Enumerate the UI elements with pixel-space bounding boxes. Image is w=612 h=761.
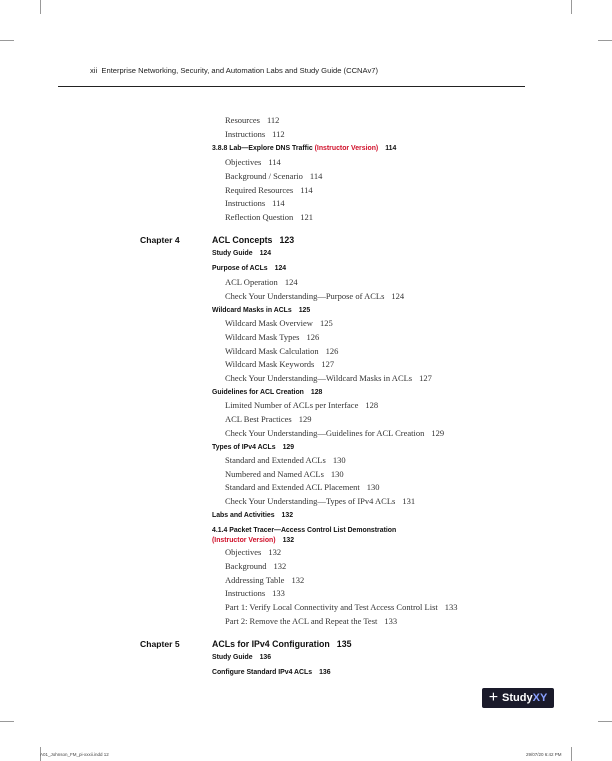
toc-entry xyxy=(225,602,458,612)
entry-title: Reflection Question xyxy=(225,212,294,222)
entry-page: 125 xyxy=(319,318,333,328)
entry-title: Check Your Understanding—Types of IPv4 ACLs xyxy=(225,496,396,506)
footer-file-slug: A01_Johnson_FM_pi-xxxii.indd 12 xyxy=(40,752,109,757)
entry-page: 126 xyxy=(306,332,320,342)
toc-entry xyxy=(225,332,319,342)
toc-entry xyxy=(225,616,397,626)
running-header xyxy=(90,66,378,75)
toc-entry xyxy=(225,171,322,181)
section-title: Labs and Activities xyxy=(212,512,275,519)
toc-entry xyxy=(225,346,338,356)
toc-section xyxy=(212,250,271,257)
entry-page: 127 xyxy=(321,359,335,369)
section-page: 124 xyxy=(274,265,287,272)
entry-page: 129 xyxy=(298,414,312,424)
entry-title: Instructions xyxy=(225,198,266,208)
chapter-title xyxy=(212,235,294,245)
entry-page: 114 xyxy=(272,198,285,208)
studyxy-logo xyxy=(482,688,554,708)
toc-entry xyxy=(225,129,285,139)
section-title: Guidelines for ACL Creation xyxy=(212,389,304,396)
entry-title: Objectives xyxy=(225,547,262,557)
section-title: Study Guide xyxy=(212,250,253,257)
entry-page: 127 xyxy=(419,373,432,383)
toc-entry xyxy=(225,157,281,167)
entry-page: 130 xyxy=(332,455,346,465)
entry-page: 112 xyxy=(272,129,285,139)
entry-page: 133 xyxy=(384,616,398,626)
entry-title: Standard and Extended ACL Placement xyxy=(225,482,360,492)
entry-title: Limited Number of ACLs per Interface xyxy=(225,400,359,410)
header-book-title: Enterprise Networking, Security, and Automation Labs and Study Guide (CCNAv7) xyxy=(101,66,379,75)
entry-title: Objectives xyxy=(225,157,262,167)
section-page: 136 xyxy=(319,669,331,676)
toc-section-continued xyxy=(212,537,294,544)
toc-section xyxy=(212,307,310,314)
toc-entry xyxy=(225,414,311,424)
toc-entry xyxy=(225,455,346,465)
header-rule xyxy=(58,86,525,87)
toc-entry xyxy=(225,373,432,383)
entry-page: 133 xyxy=(272,588,285,598)
toc-section xyxy=(212,669,331,676)
section-page: 132 xyxy=(281,512,294,519)
toc-entry xyxy=(225,359,334,369)
crop-mark xyxy=(598,721,612,722)
section-title: Purpose of ACLs xyxy=(212,265,268,272)
section-page: 136 xyxy=(259,654,272,661)
section-title: 3.8.8 Lab—Explore DNS Traffic xyxy=(212,145,313,152)
entry-page: 112 xyxy=(266,115,280,125)
crop-mark xyxy=(571,747,572,761)
section-title: Types of IPv4 ACLs xyxy=(212,444,276,451)
section-title: Wildcard Masks in ACLs xyxy=(212,307,292,314)
toc-entry xyxy=(225,561,286,571)
toc-entry xyxy=(225,496,415,506)
entry-title: Part 1: Verify Local Connectivity and Test Access Control List xyxy=(225,602,438,612)
entry-page: 129 xyxy=(431,428,445,438)
toc-entry xyxy=(225,212,313,222)
section-page: 128 xyxy=(310,389,323,396)
entry-title: Required Resources xyxy=(225,185,294,195)
entry-page: 114 xyxy=(309,171,323,181)
instructor-version-tag: (Instructor Version) xyxy=(212,537,276,544)
section-title: Configure Standard IPv4 ACLs xyxy=(212,669,313,676)
section-page: 124 xyxy=(259,250,272,257)
toc-section xyxy=(212,444,294,451)
toc-entry xyxy=(225,277,298,287)
entry-title: ACL Best Practices xyxy=(225,414,292,424)
toc-section xyxy=(212,512,293,519)
entry-page: 124 xyxy=(391,291,405,301)
entry-title: Addressing Table xyxy=(225,575,285,585)
entry-title: Check Your Understanding—Guidelines for ACL Creation xyxy=(225,428,425,438)
section-page: 114 xyxy=(385,145,397,152)
entry-title: Wildcard Mask Overview xyxy=(225,318,313,328)
entry-page: 130 xyxy=(366,482,380,492)
chapter-page: 135 xyxy=(336,639,352,649)
entry-page: 114 xyxy=(268,157,281,167)
entry-page: 131 xyxy=(402,496,416,506)
chapter-page: 123 xyxy=(279,235,295,245)
toc-section xyxy=(212,654,271,661)
toc-entry xyxy=(225,318,333,328)
section-page: 129 xyxy=(282,444,295,451)
toc-section xyxy=(212,389,322,396)
crop-mark xyxy=(598,40,612,41)
crop-mark xyxy=(0,721,14,722)
entry-title: Resources xyxy=(225,115,260,125)
header-page-number: xii xyxy=(90,66,98,75)
entry-title: ACL Operation xyxy=(225,277,278,287)
section-page: 125 xyxy=(298,307,311,314)
entry-title: Check Your Understanding—Wildcard Masks in ACLs xyxy=(225,373,413,383)
entry-page: 132 xyxy=(273,561,287,571)
entry-page: 121 xyxy=(300,212,313,222)
entry-page: 132 xyxy=(291,575,305,585)
entry-page: 126 xyxy=(325,346,339,356)
entry-title: Instructions xyxy=(225,129,266,139)
footer-datetime: 29/07/20 6:42 PM xyxy=(526,752,562,757)
entry-page: 132 xyxy=(268,547,282,557)
toc-section xyxy=(212,145,396,152)
crop-mark xyxy=(40,0,41,14)
entry-title: Wildcard Mask Keywords xyxy=(225,359,315,369)
toc-entry xyxy=(225,115,279,125)
section-title: 4.1.4 Packet Tracer—Access Control List Demonstration xyxy=(212,527,397,534)
logo-accent: XY xyxy=(532,692,548,704)
entry-title: Part 2: Remove the ACL and Repeat the Test xyxy=(225,616,378,626)
entry-page: 130 xyxy=(330,469,344,479)
toc-entry xyxy=(225,291,404,301)
toc-entry xyxy=(225,575,304,585)
crop-mark xyxy=(0,40,14,41)
entry-page: 133 xyxy=(444,602,458,612)
toc-entry xyxy=(225,482,379,492)
plus-icon: + xyxy=(488,689,499,706)
toc-entry xyxy=(225,185,313,195)
section-page: 132 xyxy=(282,537,295,544)
toc-entry xyxy=(225,547,281,557)
chapter-label: Chapter 4 xyxy=(140,235,180,245)
entry-title: Check Your Understanding—Purpose of ACLs xyxy=(225,291,385,301)
entry-title: Background xyxy=(225,561,267,571)
chapter-label: Chapter 5 xyxy=(140,639,180,649)
chapter-title xyxy=(212,639,351,649)
instructor-version-tag: (Instructor Version) xyxy=(314,145,379,152)
entry-page: 114 xyxy=(300,185,313,195)
entry-title: Standard and Extended ACLs xyxy=(225,455,326,465)
entry-title: Background / Scenario xyxy=(225,171,303,181)
toc-section xyxy=(212,527,396,534)
crop-mark xyxy=(571,0,572,14)
entry-title: Instructions xyxy=(225,588,266,598)
chapter-name: ACL Concepts xyxy=(212,235,273,245)
entry-title: Wildcard Mask Calculation xyxy=(225,346,319,356)
toc-entry xyxy=(225,428,444,438)
entry-page: 124 xyxy=(284,277,298,287)
toc-entry xyxy=(225,469,344,479)
toc-section xyxy=(212,265,286,272)
chapter-name: ACLs for IPv4 Configuration xyxy=(212,639,330,649)
section-title: Study Guide xyxy=(212,654,253,661)
entry-page: 128 xyxy=(365,400,379,410)
entry-title: Wildcard Mask Types xyxy=(225,332,300,342)
logo-text: Study xyxy=(502,692,533,704)
toc-entry xyxy=(225,400,378,410)
toc-entry xyxy=(225,588,285,598)
entry-title: Numbered and Named ACLs xyxy=(225,469,324,479)
toc-entry xyxy=(225,198,285,208)
